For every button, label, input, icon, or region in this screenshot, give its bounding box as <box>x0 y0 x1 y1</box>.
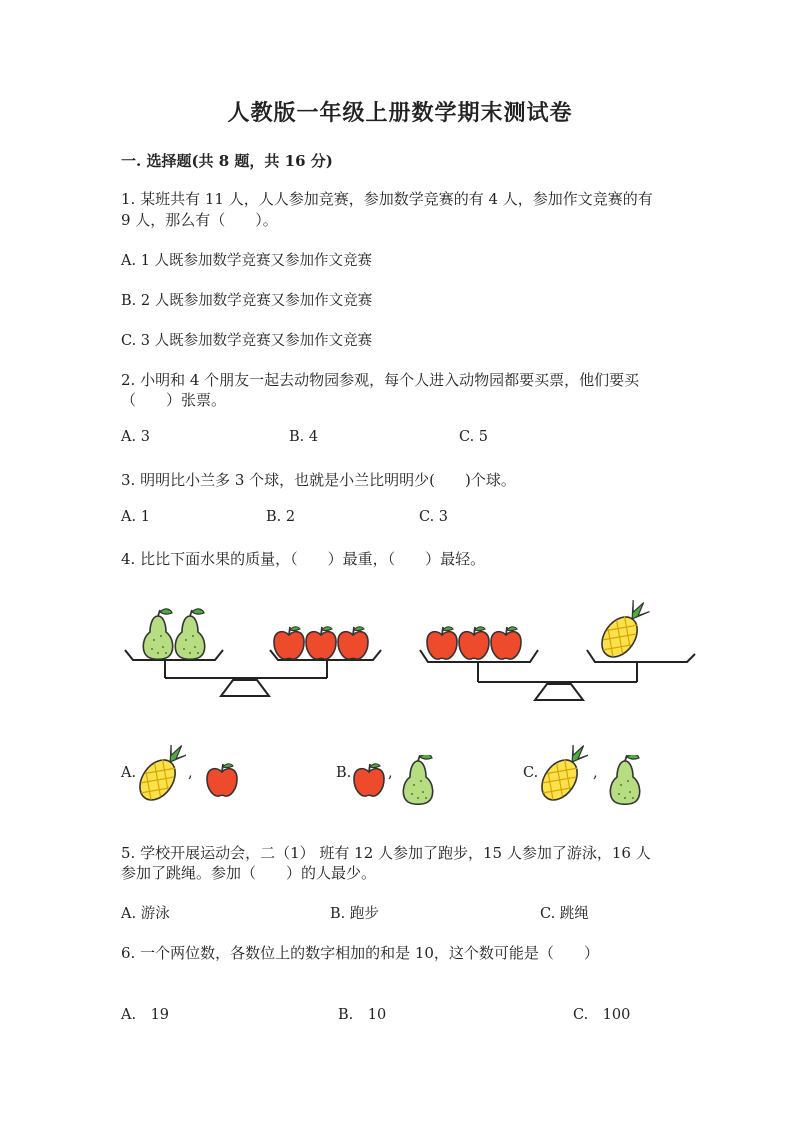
q4-option-b-separator: , <box>388 765 393 781</box>
q5-option-a[interactable]: A. 游泳 <box>121 906 170 922</box>
q1-stem-line2: 9 人，那么有（ ）。 <box>121 211 278 229</box>
apple-icon <box>459 627 489 659</box>
q3-option-c[interactable]: C. 3 <box>419 509 449 525</box>
q5-option-c[interactable]: C. 跳绳 <box>540 906 589 922</box>
q1-option-a[interactable]: A. 1 人既参加数学竞赛又参加作文竞赛 <box>121 253 373 269</box>
apple-icon <box>306 627 336 659</box>
left-balance-scale <box>125 609 381 696</box>
q1-stem-line1: 1. 某班共有 11 人，人人参加竞赛，参加数学竞赛的有 4 人，参加作文竞赛的有 <box>121 190 653 208</box>
pear-icon <box>175 609 204 659</box>
q2-option-b[interactable]: B. 4 <box>289 429 319 445</box>
apple-icon <box>338 627 368 659</box>
apple-icon <box>491 627 521 659</box>
q5-option-b[interactable]: B. 跑步 <box>330 906 379 922</box>
apple-icon[interactable] <box>202 760 242 804</box>
q4-option-a[interactable]: A. <box>121 765 137 781</box>
q5-stem-line2: 参加了跳绳。参加（ ）的人最少。 <box>121 864 377 882</box>
q6-stem: 6. 一个两位数，各数位上的数字相加的和是 10，这个数可能是（ ） <box>121 944 599 962</box>
q3-stem: 3. 明明比小兰多 3 个球，也就是小兰比明明少( )个球。 <box>121 471 516 489</box>
apple-icon <box>427 627 457 659</box>
q5-stem-line1: 5. 学校开展运动会，二（1） 班有 12 人参加了跑步，15 人参加了游泳，16 人 <box>121 844 651 862</box>
q6-option-b[interactable]: B. 10 <box>338 1007 387 1023</box>
balance-scales-figure <box>115 600 715 710</box>
pineapple-icon <box>538 745 588 805</box>
q2-stem-line1: 2. 小明和 4 个朋友一起去动物园参观，每个人进入动物园都要买票，他们要买 <box>121 371 640 389</box>
pear-icon <box>605 755 645 805</box>
pineapple-icon <box>136 745 186 805</box>
q1-option-c[interactable]: C. 3 人既参加数学竞赛又参加作文竞赛 <box>121 333 373 349</box>
right-balance-scale <box>420 600 695 700</box>
pear-icon <box>398 755 438 805</box>
section-heading: 一. 选择题(共 8 题，共 16 分) <box>121 152 333 170</box>
pear-icon <box>143 609 172 659</box>
page-title: 人教版一年级上册数学期末测试卷 <box>227 100 573 126</box>
q6-option-a[interactable]: A. 19 <box>121 1007 170 1023</box>
q4-option-a-separator: , <box>188 765 193 781</box>
pineapple-icon <box>595 600 656 664</box>
apple-icon <box>274 627 304 659</box>
q1-option-b[interactable]: B. 2 人既参加数学竞赛又参加作文竞赛 <box>121 293 373 309</box>
apple-icon[interactable] <box>349 760 389 804</box>
q6-option-c[interactable]: C. 100 <box>573 1007 631 1023</box>
q4-option-c[interactable]: C. <box>523 765 539 781</box>
q2-option-c[interactable]: C. 5 <box>459 429 489 445</box>
q4-option-c-separator: , <box>593 765 598 781</box>
q3-option-a[interactable]: A. 1 <box>121 509 150 525</box>
q4-stem: 4. 比比下面水果的质量，（ ）最重，（ ）最轻。 <box>121 550 486 568</box>
q3-option-b[interactable]: B. 2 <box>266 509 296 525</box>
q2-stem-line2: （ ）张票。 <box>121 391 227 409</box>
q2-option-a[interactable]: A. 3 <box>121 429 150 445</box>
q4-option-b[interactable]: B. <box>336 765 352 781</box>
